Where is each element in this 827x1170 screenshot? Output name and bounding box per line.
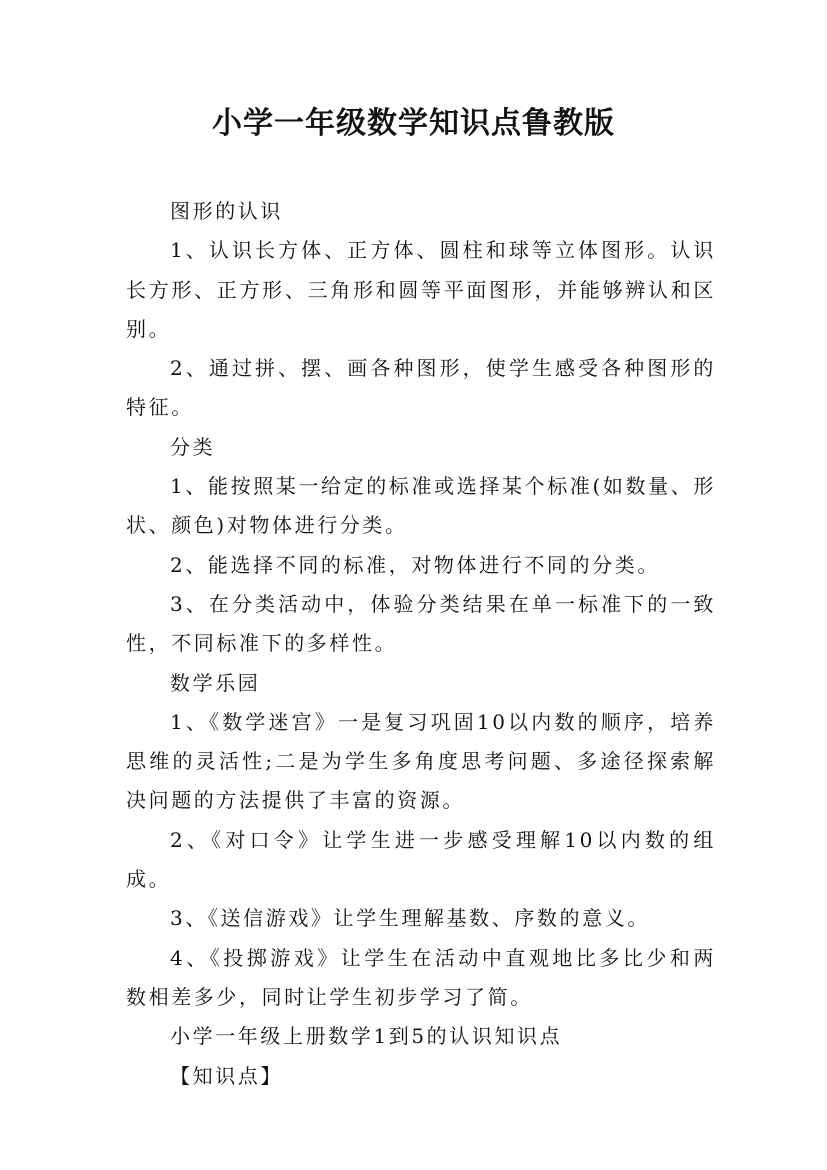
section-heading-classification: 分类 (170, 434, 216, 459)
paragraph: 1、《数学迷宫》一是复习巩固10以内数的顺序，培养思维的灵活性;二是为学生多角度思考问题、多途径探索解决问题的方法提供了丰富的资源。 (126, 709, 716, 813)
document-title: 小学一年级数学知识点鲁教版 (212, 106, 615, 141)
knowledge-point-label: 【知识点】 (170, 1063, 283, 1088)
paragraph: 4、《投掷游戏》让学生在活动中直观地比多比少和两数相差多少，同时让学生初步学习了简。 (126, 945, 716, 1009)
paragraph: 2、通过拼、摆、画各种图形，使学生感受各种图形的特征。 (126, 356, 716, 420)
paragraph: 3、在分类活动中，体验分类结果在单一标准下的一致性，不同标准下的多样性。 (126, 591, 716, 656)
section-heading-shapes: 图形的认识 (170, 199, 283, 223)
document-body (126, 192, 716, 1096)
section-heading-numbers: 小学一年级上册数学1到5的认识知识点 (170, 1024, 563, 1049)
section-heading-math-park: 数学乐园 (170, 670, 261, 695)
paragraph: 1、能按照某一给定的标准或选择某个标准(如数量、形状、颜色)对物体进行分类。 (126, 474, 716, 538)
paragraph: 3、《送信游戏》让学生理解基数、序数的意义。 (170, 906, 650, 931)
paragraph: 2、《对口令》让学生进一步感受理解10以内数的组成。 (126, 827, 716, 892)
paragraph: 2、能选择不同的标准，对物体进行不同的分类。 (170, 552, 660, 577)
paragraph: 1、认识长方体、正方体、圆柱和球等立体图形。认识长方形、正方形、三角形和圆等平面图形，并能够辨认和区别。 (126, 238, 716, 341)
